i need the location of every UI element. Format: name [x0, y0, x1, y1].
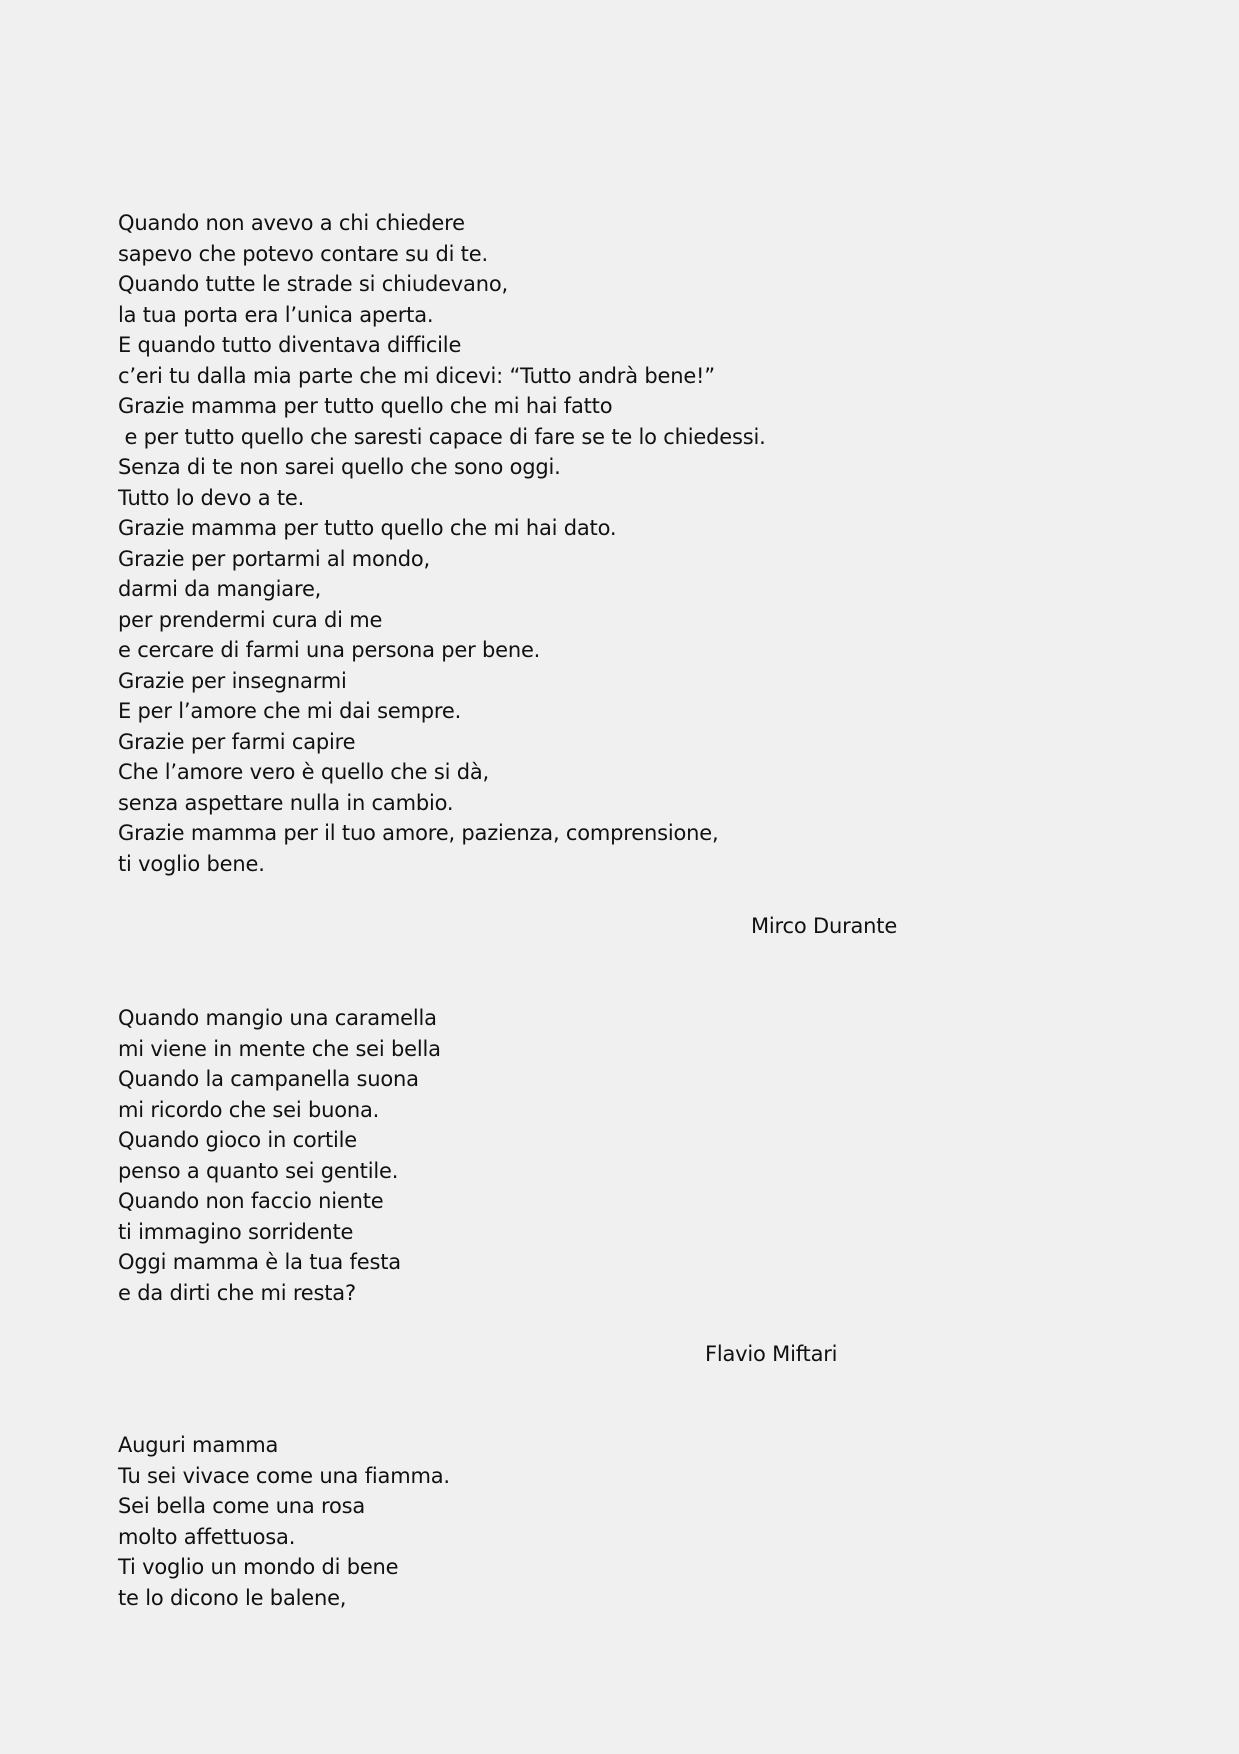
poem-line: Quando la campanella suona [118, 1067, 419, 1091]
poem-line: E quando tutto diventava difficile [118, 333, 462, 357]
poem-line: Quando tutte le strade si chiudevano, [118, 272, 508, 296]
poem-1 [118, 208, 766, 879]
poem-line: mi ricordo che sei buona. [118, 1097, 380, 1122]
poem-line: penso a quanto sei gentile. [118, 1158, 399, 1183]
poem-1-author: Mirco Durante [751, 914, 898, 938]
poem-2 [118, 1003, 441, 1308]
poem-line: Grazie per portarmi al mondo, [118, 546, 430, 571]
poem-line: mi viene in mente che sei bella [118, 1036, 441, 1061]
poem-line: la tua porta era l’unica aperta. [118, 302, 434, 327]
poem-line: e per tutto quello che saresti capace di fare se te lo chiedessi. [118, 424, 766, 449]
poem-line: e cercare di farmi una persona per bene. [118, 638, 541, 662]
poem-line: molto affettuosa. [118, 1524, 296, 1549]
poem-line: E per l’amore che mi dai sempre. [118, 699, 462, 723]
poem-line: ti voglio bene. [118, 851, 265, 876]
poem-line: Che l’amore vero è quello che si dà, [118, 760, 489, 784]
poem-line: Sei bella come una rosa [118, 1494, 366, 1518]
poem-line: sapevo che potevo contare su di te. [118, 241, 488, 266]
poem-line: Quando non faccio niente [118, 1189, 384, 1213]
poem-line: Quando non avevo a chi chiedere [118, 211, 465, 235]
poem-line: Ti voglio un mondo di bene [118, 1555, 399, 1579]
poem-line: Tutto lo devo a te. [118, 485, 305, 510]
poem-line: c’eri tu dalla mia parte che mi dicevi: “Tutto andrà bene!” [118, 363, 715, 388]
poem-line: Grazie mamma per il tuo amore, pazienza, comprensione, [118, 821, 719, 845]
poem-line: Quando gioco in cortile [118, 1128, 358, 1152]
poem-line: Oggi mamma è la tua festa [118, 1250, 401, 1274]
poem-line: Grazie mamma per tutto quello che mi hai dato. [118, 516, 617, 540]
poem-line: darmi da mangiare, [118, 577, 322, 601]
poem-line: ti immagino sorridente [118, 1219, 354, 1244]
poem-line: te lo dicono le balene, [118, 1585, 347, 1610]
poem-line: Grazie per farmi capire [118, 729, 356, 754]
poem-line: Auguri mamma [118, 1433, 279, 1457]
poem-line: Grazie mamma per tutto quello che mi hai fatto [118, 394, 613, 418]
poem-line: Tu sei vivace come una fiamma. [118, 1463, 450, 1488]
poem-line: senza aspettare nulla in cambio. [118, 790, 454, 815]
poem-line: Quando mangio una caramella [118, 1006, 437, 1030]
poem-line: Senza di te non sarei quello che sono oggi. [118, 455, 561, 479]
poem-line: e da dirti che mi resta? [118, 1280, 356, 1305]
poem-3 [118, 1430, 450, 1613]
poem-line: Grazie per insegnarmi [118, 668, 347, 693]
poem-line: per prendermi cura di me [118, 607, 383, 632]
poem-2-author: Flavio Miftari [705, 1342, 838, 1366]
